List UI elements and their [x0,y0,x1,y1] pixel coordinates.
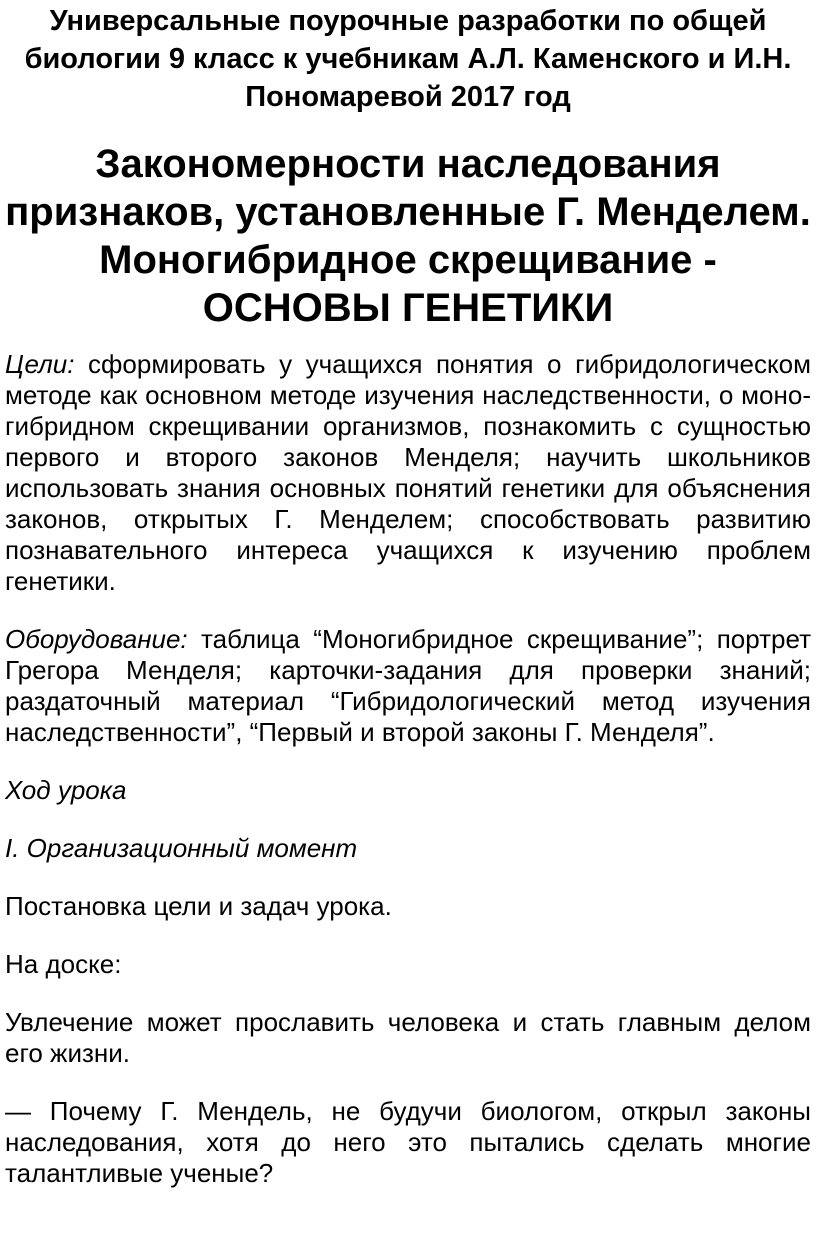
goals-paragraph [5,349,811,597]
quote-text: Увлечение может прославить человека и стать главным делом его жизни. [5,1007,811,1068]
equipment-label: Оборудование: [5,624,188,654]
goal-setting-text: Постановка цели и задач урока. [5,891,392,921]
lesson-title: Закономерности наследования признаков, установленные Г. Менделем. Моногибридное скрещивание - ОСНОВЫ ГЕНЕТИКИ [5,142,811,330]
series-header: Универсальные поурочные разработки по общей биологии 9 класс к учебникам А.Л. Каменского и И.Н. Пономаревой 2017 год [24,5,792,113]
section-1-heading: I. Организационный момент [5,833,358,863]
on-board-text: На доске: [5,949,122,979]
equipment-text: таблица “Моногибридное скрещивание”; портрет Грегора Менделя; карточки-задания для проверки знаний; раздаточный материал “Гибридологический метод изучения наследственности”, “Первый и второй законы Г. Менделя”. [5,624,811,747]
goals-label: Цели: [5,349,75,379]
question-text: — Почему Г. Мендель, не будучи биологом, открыл законы наследования, хотя до него это пытались сделать многие талантливые ученые? [5,1096,811,1188]
goals-text: сформировать у учащихся понятия о гибридологическом методе как основном методе изучения наследственности, о моно- гибридном скрещивании организмов, познакомить с сущностью первого и второго законов Менделя; научить школьников использовать знания основных понятий генетики для объяснения законов, открытых Г. Менделем; способствовать развитию познавательного интереса учащихся к изучению проблем генетики. [5,349,811,596]
lesson-course-heading: Ход урока [5,775,127,805]
document-page [0,2,816,1256]
equipment-paragraph [5,624,811,748]
